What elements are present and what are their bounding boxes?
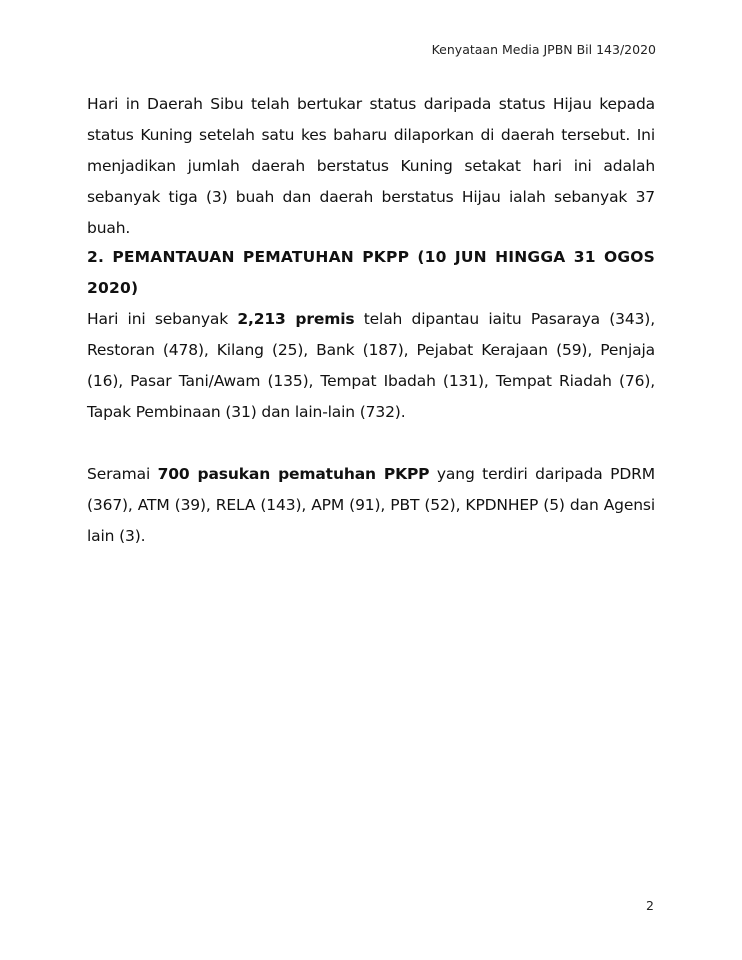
- premises-count: 2,213 premis: [237, 310, 355, 328]
- teams-count: 700 pasukan pematuhan PKPP: [157, 465, 430, 483]
- paragraph-district-status: Hari in Daerah Sibu telah bertukar status daripada status Hijau kepada status Kuning setelah satu kes baharu dilaporkan di daerah tersebut. Ini menjadikan jumlah daerah berstatus Kuning setakat hari ini adalah sebanyak tiga (3) buah dan daerah berstatus Hijau ialah sebanyak 37 buah.: [87, 95, 655, 237]
- paragraph-compliance-teams: [87, 459, 655, 552]
- document-reference: Kenyataan Media JPBN Bil 143/2020: [431, 42, 656, 57]
- teams-breakdown-text: yang terdiri daripada PDRM (367), ATM (39), RELA (143), APM (91), PBT (52), KPDNHEP (5) dan Agensi lain (3).: [87, 465, 655, 545]
- premises-breakdown-text: telah dipantau iaitu Pasaraya (343), Restoran (478), Kilang (25), Bank (187), Pejabat Kerajaan (59), Penjaja (16), Pasar Tani/Awam (135), Tempat Ibadah (131), Tempat Riadah (76), Tapak Pembinaan (31) dan lain-lain (732).: [87, 310, 655, 421]
- page-number: 2: [646, 898, 654, 913]
- teams-intro-text: Seramai: [87, 465, 158, 483]
- paragraph-premises-monitored: [87, 304, 655, 428]
- premises-intro-text: Hari ini sebanyak: [87, 310, 238, 328]
- section-heading-pkpp-compliance: 2. PEMANTAUAN PEMATUHAN PKPP (10 JUN HINGGA 31 OGOS 2020): [87, 248, 655, 297]
